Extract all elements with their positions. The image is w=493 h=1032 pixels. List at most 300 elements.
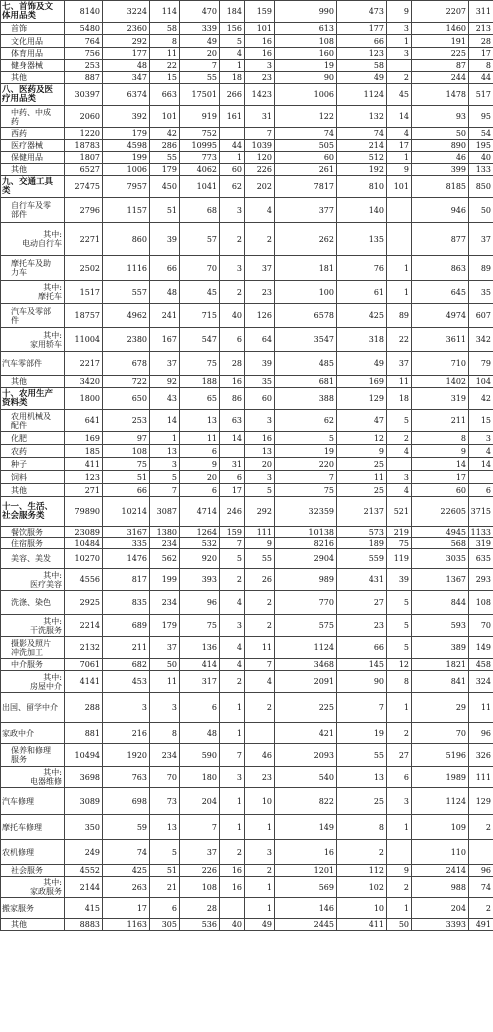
table-row: [1, 376, 493, 388]
table-cell: 226: [245, 164, 275, 176]
table-cell: 3: [387, 788, 412, 815]
table-cell: 108: [103, 445, 150, 458]
table-row: [1, 388, 493, 410]
row-label: 农用机械及 配件: [1, 410, 65, 432]
table-cell: 890: [412, 140, 469, 152]
table-body: [1, 1, 493, 931]
table-cell: 650: [103, 388, 150, 410]
row-label: 保养和修理 服务: [1, 744, 65, 767]
table-cell: 13: [150, 445, 180, 458]
table-cell: 86: [220, 388, 245, 410]
table-row: [1, 256, 493, 281]
table-row: [1, 615, 493, 637]
table-cell: 350: [65, 815, 103, 840]
table-cell: 3087: [150, 497, 180, 527]
table-cell: 177: [103, 48, 150, 60]
table-cell: [245, 723, 275, 744]
table-cell: [387, 223, 412, 256]
table-cell: 26: [245, 569, 275, 591]
table-cell: 42: [469, 388, 493, 410]
table-row: [1, 877, 493, 898]
table-cell: 388: [275, 388, 337, 410]
table-cell: 1: [387, 281, 412, 304]
table-cell: 2: [245, 591, 275, 615]
table-cell: 42: [150, 128, 180, 140]
table-cell: 20: [245, 458, 275, 471]
table-cell: 87: [412, 60, 469, 72]
table-cell: 16: [245, 48, 275, 60]
row-label: 十、农用生产 资料类: [1, 388, 65, 410]
table-cell: 108: [469, 591, 493, 615]
table-cell: 96: [469, 723, 493, 744]
row-label: 十一、生活、 社会服务类: [1, 497, 65, 527]
row-label: 其他: [1, 376, 65, 388]
table-cell: 678: [103, 352, 150, 376]
table-cell: 1: [220, 815, 245, 840]
table-cell: 75: [180, 615, 220, 637]
table-cell: 58: [337, 60, 387, 72]
table-cell: 39: [150, 223, 180, 256]
table-cell: 1157: [103, 198, 150, 223]
table-cell: 225: [412, 48, 469, 60]
table-cell: 191: [412, 35, 469, 48]
table-cell: 25: [337, 788, 387, 815]
table-cell: 149: [469, 637, 493, 659]
table-cell: 1124: [275, 637, 337, 659]
table-cell: 75: [103, 458, 150, 471]
table-cell: 9: [180, 458, 220, 471]
table-cell: 2: [220, 223, 245, 256]
table-cell: 19: [337, 723, 387, 744]
table-cell: 21: [150, 877, 180, 898]
table-row: [1, 60, 493, 72]
table-cell: 3: [150, 458, 180, 471]
table-cell: 2: [220, 840, 245, 865]
table-cell: 271: [65, 484, 103, 497]
table-cell: 76: [337, 256, 387, 281]
table-cell: 2904: [275, 549, 337, 569]
table-cell: 3468: [275, 659, 337, 671]
table-cell: 532: [180, 538, 220, 549]
table-cell: 1: [220, 723, 245, 744]
row-label: 中药、中成 药: [1, 106, 65, 128]
table-cell: 60: [275, 152, 337, 164]
table-cell: 1: [245, 815, 275, 840]
table-cell: 3: [103, 693, 150, 723]
table-cell: 49: [337, 352, 387, 376]
table-cell: 1201: [275, 865, 337, 877]
table-row: [1, 48, 493, 60]
table-cell: 60: [220, 164, 245, 176]
table-cell: 49: [337, 72, 387, 84]
table-cell: 8: [150, 35, 180, 48]
table-cell: 202: [245, 176, 275, 198]
table-cell: 4: [245, 198, 275, 223]
table-cell: 2: [220, 671, 245, 693]
table-cell: 75: [180, 352, 220, 376]
row-label: 化肥: [1, 432, 65, 445]
table-cell: 120: [245, 152, 275, 164]
table-cell: 2: [220, 569, 245, 591]
table-cell: 110: [412, 840, 469, 865]
table-cell: 59: [103, 815, 150, 840]
table-cell: 51: [150, 198, 180, 223]
table-cell: 3547: [275, 328, 337, 352]
table-cell: 2137: [337, 497, 387, 527]
table-row: [1, 432, 493, 445]
row-label: 家政中介: [1, 723, 65, 744]
table-cell: 65: [180, 388, 220, 410]
table-cell: 2091: [275, 671, 337, 693]
table-cell: 1: [387, 815, 412, 840]
row-label: 其中: 家政服务: [1, 877, 65, 898]
table-cell: 108: [180, 877, 220, 898]
table-cell: 7: [220, 538, 245, 549]
table-cell: 2: [220, 281, 245, 304]
table-cell: 12: [337, 432, 387, 445]
table-cell: 1: [387, 35, 412, 48]
table-cell: 112: [337, 865, 387, 877]
table-cell: 211: [103, 637, 150, 659]
table-row: [1, 549, 493, 569]
table-cell: 1163: [103, 919, 150, 931]
table-cell: 326: [469, 744, 493, 767]
table-cell: 3035: [412, 549, 469, 569]
row-label: 自行车及零 部件: [1, 198, 65, 223]
table-cell: 339: [180, 23, 220, 35]
table-cell: 48: [150, 281, 180, 304]
table-cell: 177: [337, 23, 387, 35]
table-cell: 989: [275, 569, 337, 591]
table-cell: 8: [387, 671, 412, 693]
table-cell: 89: [469, 256, 493, 281]
table-cell: 2214: [65, 615, 103, 637]
table-cell: [469, 840, 493, 865]
table-cell: 46: [412, 152, 469, 164]
row-label: 其他: [1, 919, 65, 931]
table-cell: 25: [337, 458, 387, 471]
table-cell: 66: [150, 256, 180, 281]
table-cell: 8: [337, 815, 387, 840]
table-cell: 5: [387, 637, 412, 659]
table-cell: 547: [180, 328, 220, 352]
table-cell: 13: [337, 767, 387, 788]
table-cell: 14: [220, 432, 245, 445]
table-cell: 216: [103, 723, 150, 744]
table-cell: 220: [275, 458, 337, 471]
table-cell: 1478: [412, 84, 469, 106]
table-cell: 3: [220, 615, 245, 637]
table-cell: 156: [220, 23, 245, 35]
table-cell: 458: [469, 659, 493, 671]
table-cell: 1: [220, 693, 245, 723]
row-label: 其他: [1, 484, 65, 497]
table-cell: 19: [275, 60, 337, 72]
row-label: 摄影及照片 冲洗加工: [1, 637, 65, 659]
table-cell: 30397: [65, 84, 103, 106]
table-cell: 104: [469, 376, 493, 388]
table-cell: 3: [387, 48, 412, 60]
table-cell: 189: [337, 538, 387, 549]
row-label: 其中: 电器维修: [1, 767, 65, 788]
table-cell: 2: [337, 840, 387, 865]
table-cell: 2207: [412, 1, 469, 23]
table-cell: 17: [469, 48, 493, 60]
table-row: [1, 176, 493, 198]
table-cell: 13: [245, 445, 275, 458]
table-cell: 1: [245, 877, 275, 898]
table-cell: 1423: [245, 84, 275, 106]
table-cell: 40: [220, 919, 245, 931]
table-row: [1, 840, 493, 865]
table-cell: 27: [337, 591, 387, 615]
table-cell: 66: [337, 35, 387, 48]
table-cell: 263: [103, 877, 150, 898]
table-cell: 48: [103, 60, 150, 72]
table-cell: 399: [412, 164, 469, 176]
table-cell: 317: [180, 671, 220, 693]
table-cell: 3: [245, 410, 275, 432]
table-cell: 841: [412, 671, 469, 693]
table-row: [1, 471, 493, 484]
table-cell: 16: [220, 865, 245, 877]
table-cell: 11004: [65, 328, 103, 352]
table-cell: 14: [387, 106, 412, 128]
table-cell: 1800: [65, 388, 103, 410]
table-cell: 844: [412, 591, 469, 615]
row-label: 汽车零部件: [1, 352, 65, 376]
table-cell: 1920: [103, 744, 150, 767]
row-label: 其他: [1, 164, 65, 176]
table-cell: 123: [337, 48, 387, 60]
table-cell: 8140: [65, 1, 103, 23]
table-cell: 10270: [65, 549, 103, 569]
table-cell: 135: [337, 223, 387, 256]
table-cell: 49: [245, 919, 275, 931]
table-cell: 79: [469, 352, 493, 376]
table-cell: 1367: [412, 569, 469, 591]
row-label: 种子: [1, 458, 65, 471]
table-row: [1, 591, 493, 615]
table-cell: 15: [150, 72, 180, 84]
table-cell: 64: [245, 328, 275, 352]
table-cell: 40: [469, 152, 493, 164]
table-cell: 160: [275, 48, 337, 60]
table-cell: 180: [180, 767, 220, 788]
table-cell: 6527: [65, 164, 103, 176]
table-cell: 293: [469, 569, 493, 591]
table-row: [1, 410, 493, 432]
table-cell: 946: [412, 198, 469, 223]
table-cell: 62: [220, 176, 245, 198]
table-cell: 411: [337, 919, 387, 931]
table-cell: 3611: [412, 328, 469, 352]
table-cell: 860: [103, 223, 150, 256]
table-row: [1, 671, 493, 693]
table-cell: 13: [180, 410, 220, 432]
table-cell: 17: [387, 140, 412, 152]
table-cell: 491: [469, 919, 493, 931]
table-cell: 1807: [65, 152, 103, 164]
table-cell: 1: [220, 60, 245, 72]
table-cell: 540: [275, 767, 337, 788]
table-cell: 536: [180, 919, 220, 931]
table-cell: 70: [469, 615, 493, 637]
table-cell: 13: [150, 815, 180, 840]
table-cell: 7: [220, 744, 245, 767]
table-cell: 887: [65, 72, 103, 84]
table-cell: 22605: [412, 497, 469, 527]
table-cell: 9: [245, 538, 275, 549]
table-cell: 31: [245, 106, 275, 128]
table-cell: 877: [412, 223, 469, 256]
table-cell: 1039: [245, 140, 275, 152]
table-cell: 70: [412, 723, 469, 744]
table-cell: 421: [275, 723, 337, 744]
table-cell: 35: [469, 281, 493, 304]
table-cell: 453: [103, 671, 150, 693]
table-cell: 199: [103, 152, 150, 164]
table-cell: 73: [150, 788, 180, 815]
table-cell: 75: [387, 538, 412, 549]
table-cell: 181: [275, 256, 337, 281]
table-cell: 3: [220, 767, 245, 788]
row-label: 健身器械: [1, 60, 65, 72]
table-cell: 109: [412, 815, 469, 840]
table-row: [1, 164, 493, 176]
table-cell: 7: [180, 60, 220, 72]
table-cell: 45: [180, 281, 220, 304]
table-cell: 2925: [65, 591, 103, 615]
table-cell: 4: [387, 445, 412, 458]
table-cell: 17: [412, 471, 469, 484]
table-cell: 2796: [65, 198, 103, 223]
row-label: 保健用品: [1, 152, 65, 164]
row-label: 中介服务: [1, 659, 65, 671]
table-cell: 1460: [412, 23, 469, 35]
table-cell: 324: [469, 671, 493, 693]
table-cell: 722: [103, 376, 150, 388]
table-cell: 8: [150, 723, 180, 744]
table-cell: 35: [245, 376, 275, 388]
table-cell: 319: [469, 538, 493, 549]
row-label: 摩托车及助 力车: [1, 256, 65, 281]
table-cell: 8883: [65, 919, 103, 931]
table-cell: 58: [150, 23, 180, 35]
table-cell: 75: [275, 484, 337, 497]
table-cell: 5: [150, 471, 180, 484]
table-cell: 1821: [412, 659, 469, 671]
table-cell: 6: [220, 471, 245, 484]
table-cell: 31: [220, 458, 245, 471]
table-cell: 4962: [103, 304, 150, 328]
row-label: 汽车及零部 件: [1, 304, 65, 328]
row-label: 文化用品: [1, 35, 65, 48]
table-cell: 6374: [103, 84, 150, 106]
table-cell: 23: [245, 72, 275, 84]
table-cell: 635: [469, 549, 493, 569]
table-cell: 40: [220, 304, 245, 328]
table-cell: 292: [245, 497, 275, 527]
table-cell: 681: [275, 376, 337, 388]
table-cell: 4: [387, 128, 412, 140]
table-cell: 505: [275, 140, 337, 152]
table-cell: 2: [387, 72, 412, 84]
table-cell: 159: [245, 1, 275, 23]
table-cell: 92: [150, 376, 180, 388]
table-cell: 204: [180, 788, 220, 815]
table-cell: 161: [220, 106, 245, 128]
table-cell: 37: [180, 840, 220, 865]
table-cell: 377: [275, 198, 337, 223]
table-cell: 1380: [150, 527, 180, 538]
table-cell: 74: [275, 128, 337, 140]
table-cell: 60: [245, 388, 275, 410]
table-cell: 1133: [469, 527, 493, 538]
table-cell: 48: [180, 723, 220, 744]
table-cell: 575: [275, 615, 337, 637]
table-cell: 4: [469, 445, 493, 458]
table-cell: 136: [180, 637, 220, 659]
table-cell: 17: [220, 484, 245, 497]
table-cell: 3167: [103, 527, 150, 538]
table-cell: 253: [65, 60, 103, 72]
table-cell: 244: [412, 72, 469, 84]
table-cell: 192: [337, 164, 387, 176]
table-cell: 5480: [65, 23, 103, 35]
table-cell: 569: [275, 877, 337, 898]
table-cell: 393: [180, 569, 220, 591]
table-cell: 4: [220, 659, 245, 671]
table-cell: 111: [245, 527, 275, 538]
table-cell: 4: [220, 48, 245, 60]
table-cell: 3698: [65, 767, 103, 788]
table-row: [1, 223, 493, 256]
table-cell: 311: [469, 1, 493, 23]
table-cell: 129: [337, 388, 387, 410]
table-cell: 389: [412, 637, 469, 659]
table-cell: 411: [65, 458, 103, 471]
table-row: [1, 23, 493, 35]
table-cell: 15: [469, 410, 493, 432]
table-cell: 133: [469, 164, 493, 176]
table-row: [1, 767, 493, 788]
table-cell: 2: [469, 898, 493, 919]
table-cell: 23: [245, 281, 275, 304]
table-cell: 60: [412, 484, 469, 497]
table-cell: 288: [65, 693, 103, 723]
table-row: [1, 458, 493, 471]
table-cell: 16: [245, 432, 275, 445]
table-cell: [220, 128, 245, 140]
table-cell: 1: [150, 432, 180, 445]
table-cell: 770: [275, 591, 337, 615]
table-cell: 16: [220, 877, 245, 898]
table-row: [1, 723, 493, 744]
table-cell: 988: [412, 877, 469, 898]
table-cell: 145: [337, 659, 387, 671]
row-label: 摩托车修理: [1, 815, 65, 840]
table-cell: 335: [103, 538, 150, 549]
table-cell: 50: [469, 198, 493, 223]
table-cell: 266: [220, 84, 245, 106]
table-row: [1, 815, 493, 840]
table-cell: 11: [245, 637, 275, 659]
table-cell: 817: [103, 569, 150, 591]
table-cell: 4974: [412, 304, 469, 328]
table-cell: 46: [245, 744, 275, 767]
table-cell: 881: [65, 723, 103, 744]
